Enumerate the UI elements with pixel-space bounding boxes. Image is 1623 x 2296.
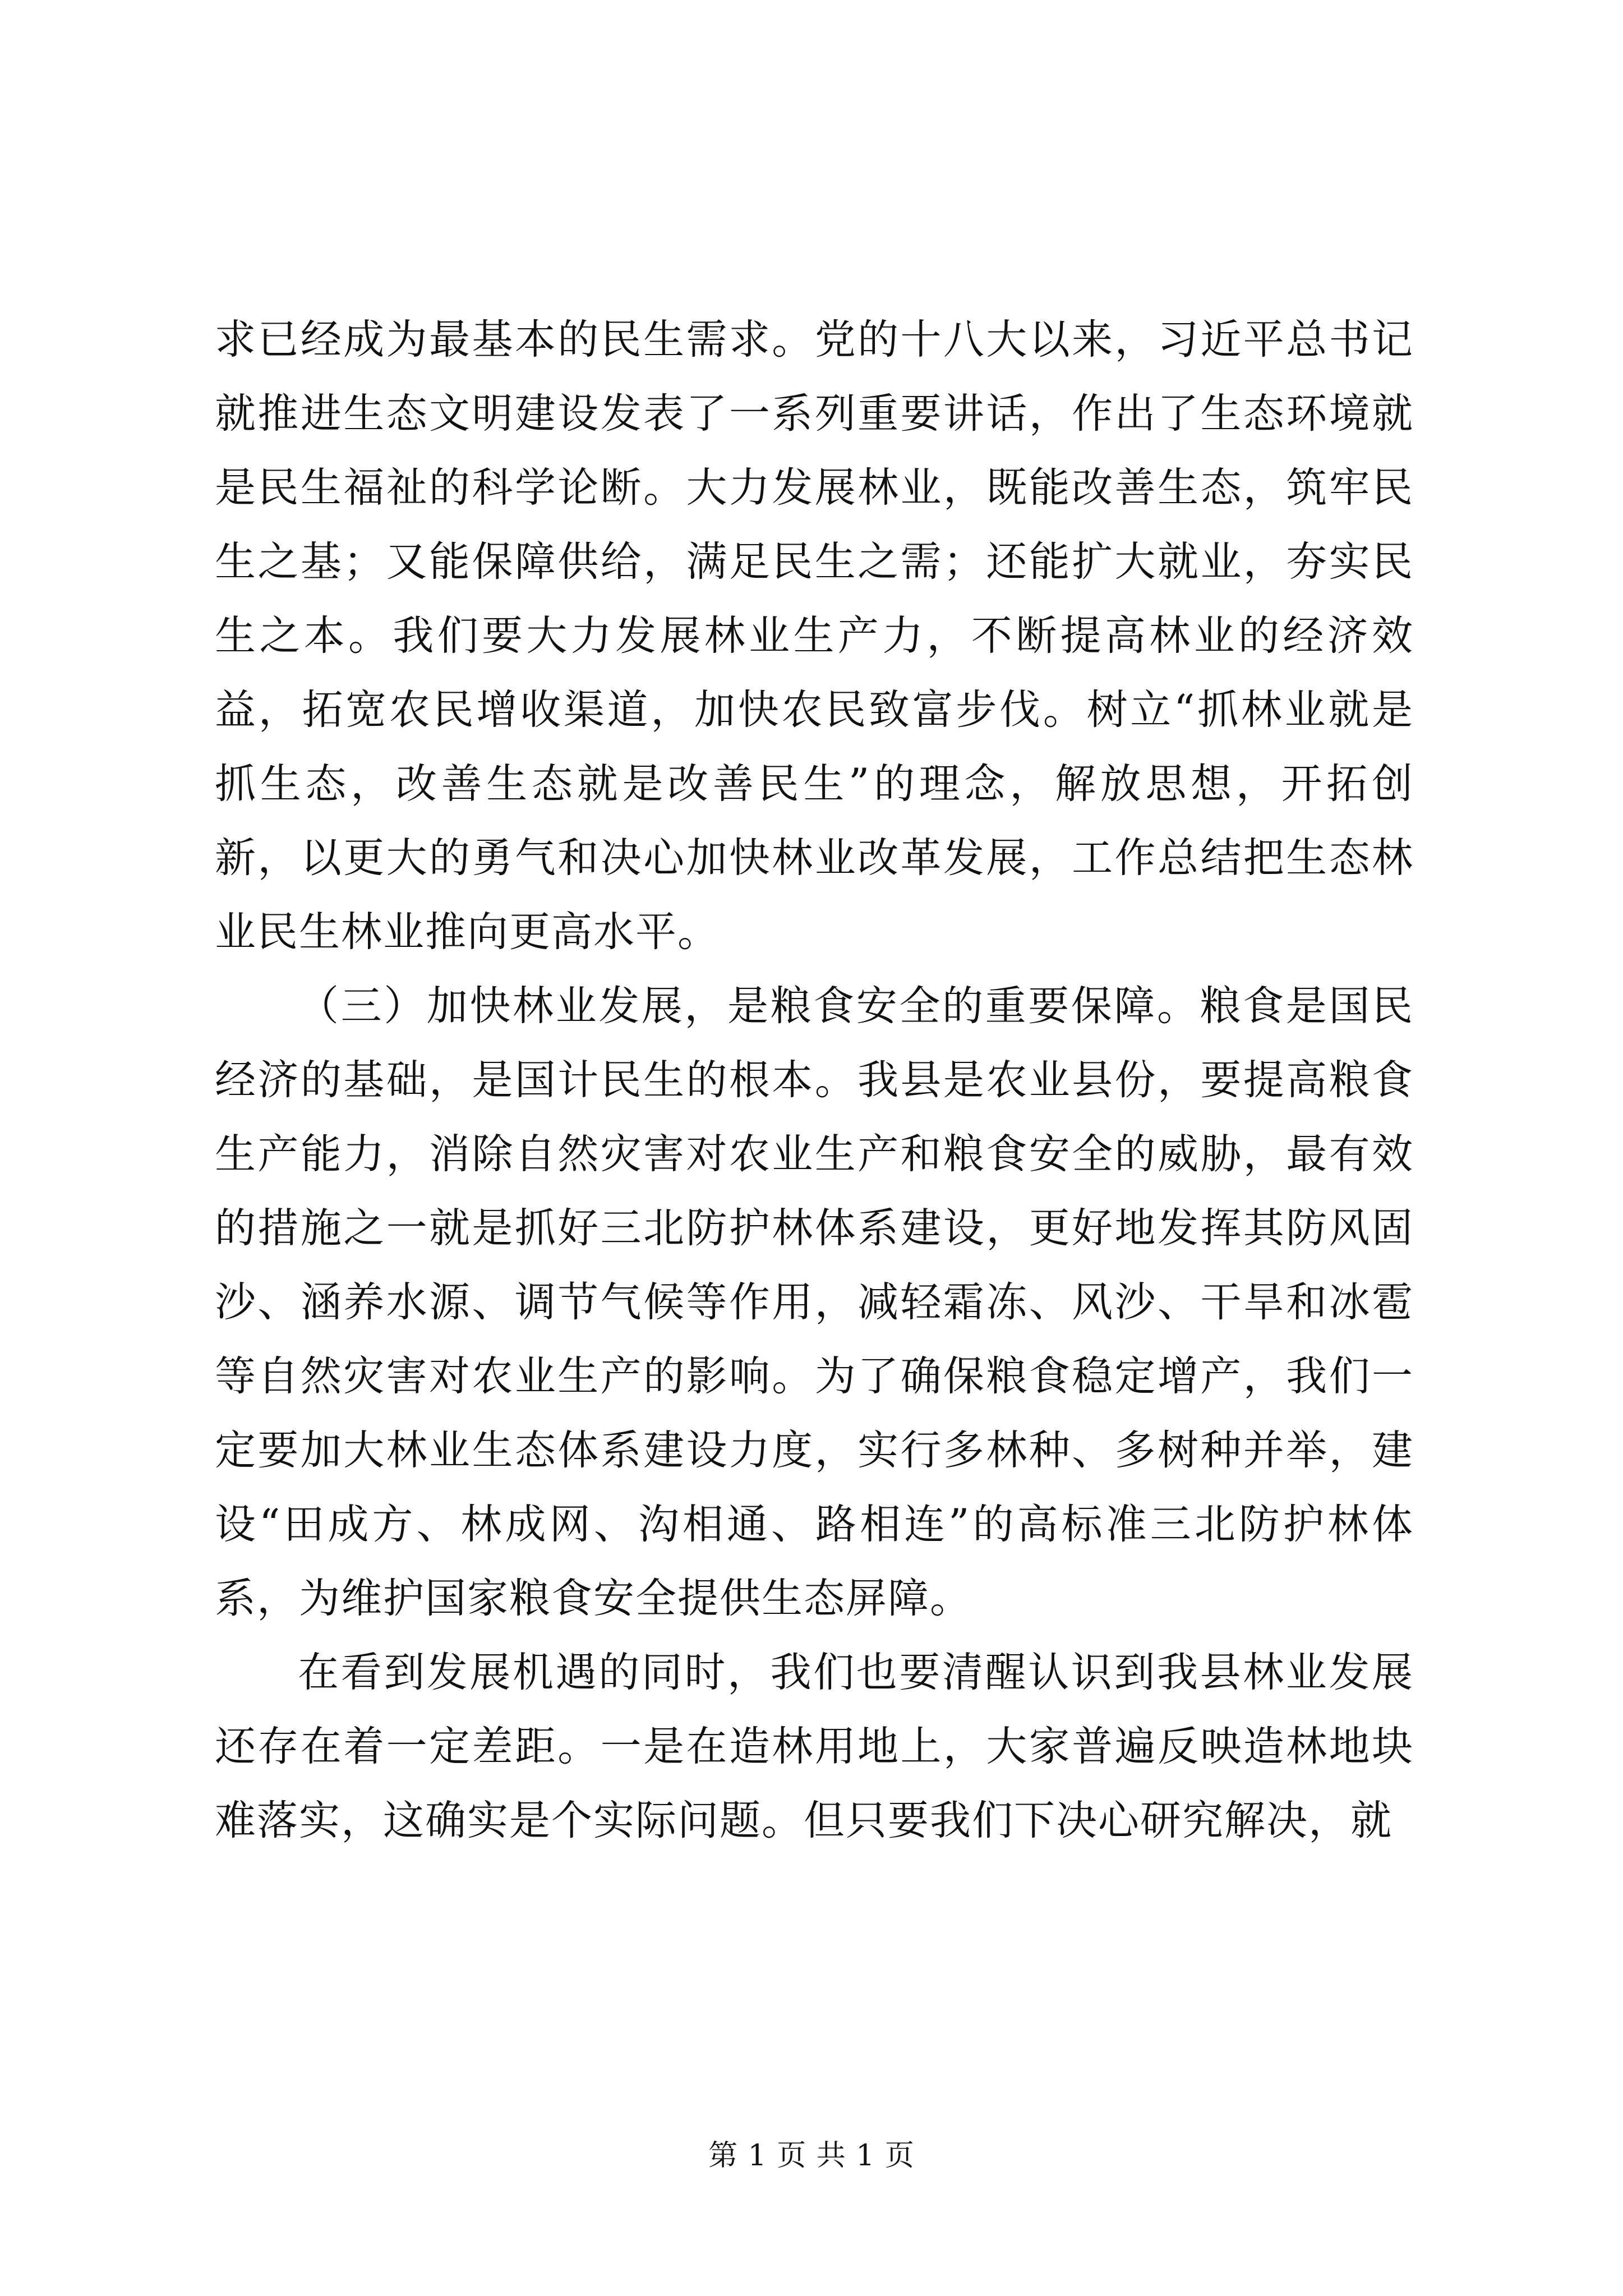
paragraph-continuation: 求已经成为最基本的民生需求。党的十八大以来，习近平总书记就推进生态文明建设发表了一系列重要讲话，作出了生态环境就是民生福祉的科学论断。大力发展林业，既能改善生态，筑牢民生之基；又能保障供给，满足民生之需；还能扩大就业，夯实民生之本。我们要大力发展林业生产力，不断提高林业的经济效益，拓宽农民增收渠道，加快农民致富步伐。树立“抓林业就是抓生态，改善生态就是改善民生”的理念，解放思想，开拓创新，以更大的勇气和决心加快林业改革发展，工作总结把生态林业民生林业推向更高水平。: [215, 316, 1414, 956]
paragraph-development-gap: 在看到发展机遇的同时，我们也要清醒认识到我县林业发展还存在着一定差距。一是在造林用地上，大家普遍反映造林地块难落实，这确实是个实际问题。但只要我们下决心研究解决，就: [215, 1649, 1414, 1844]
page-footer: 第 1 页 共 1 页: [708, 2139, 915, 2173]
document-body: [215, 303, 1414, 1858]
paragraph-section-three: （三）加快林业发展，是粮食安全的重要保障。粮食是国民经济的基础，是国计民生的根本。我县是农业县份，要提高粮食生产能力，消除自然灾害对农业生产和粮食安全的威胁，最有效的措施之一就是抓好三北防护林体系建设，更好地发挥其防风固沙、涵养水源、调节气候等作用，减轻霜冻、风沙、干旱和冰雹等自然灾害对农业生产的影响。为了确保粮食稳定增产，我们一定要加大林业生态体系建设力度，实行多林种、多树种并举，建设“田成方、林成网、沟相通、路相连”的高标准三北防护林体系，为维护国家粮食安全提供生态屏障。: [215, 982, 1414, 1622]
